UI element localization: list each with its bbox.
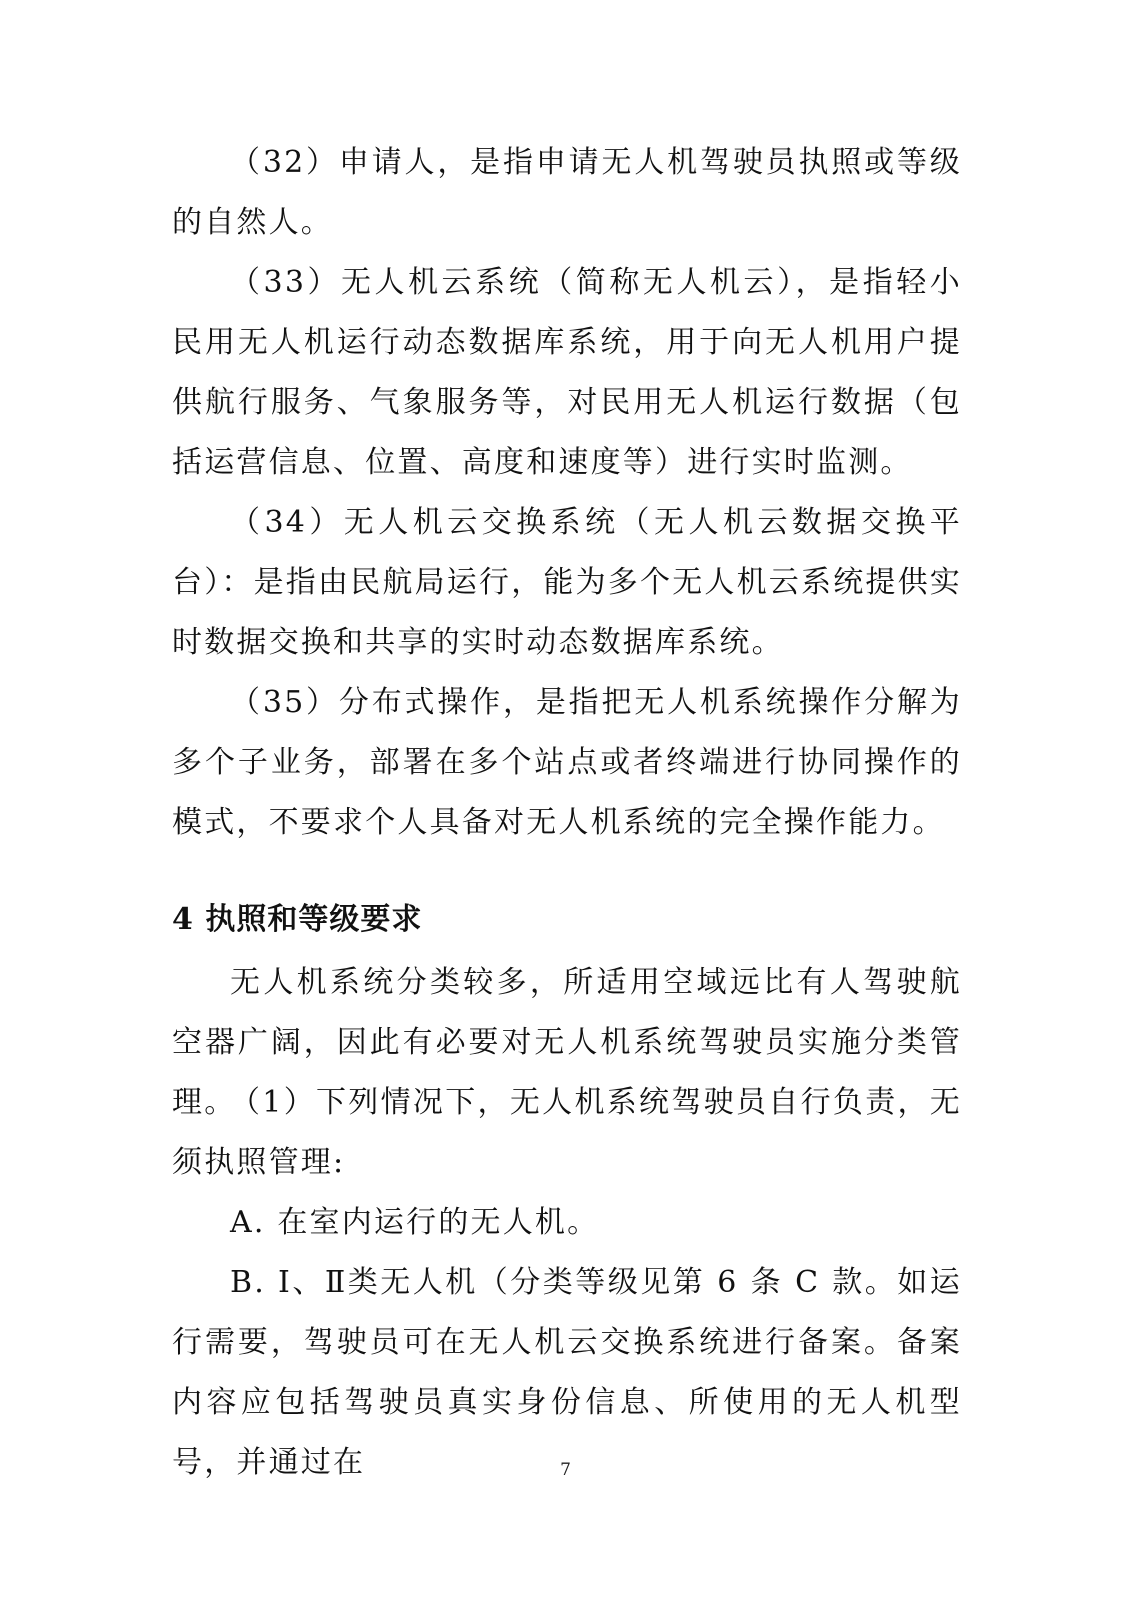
paragraph-33-uav-cloud-system: （33）无人机云系统（简称无人机云），是指轻小民用无人机运行动态数据库系统，用于向无人机用户提供航行服务、气象服务等，对民用无人机运行数据（包括运营信息、位置、高度和速度等）进行实时监测。 (172, 265, 962, 480)
paragraph-32-applicant: （32）申请人，是指申请无人机驾驶员执照或等级的自然人。 (172, 145, 962, 240)
section-4-item-1: （1）下列情况下，无人机系统驾驶员自行负责，无须执照管理: (172, 1085, 962, 1180)
section-4-heading: 4 执照和等级要求 (172, 902, 423, 937)
page-number: 7 (560, 1460, 571, 1480)
section-4-item-a: A. 在室内运行的无人机。 (230, 1205, 600, 1240)
paragraph-35-distributed-operation: （35）分布式操作，是指把无人机系统操作分解为多个子业务，部署在多个站点或者终端进行协同操作的模式，不要求个人具备对无人机系统的完全操作能力。 (172, 685, 962, 840)
section-4-item-b: B. Ⅰ、Ⅱ类无人机（分类等级见第 6 条 C 款。如运行需要，驾驶员可在无人机云交换系统进行备案。备案内容应包括驾驶员真实身份信息、所使用的无人机型号，并通过在 (172, 1265, 962, 1480)
section-4-intro-paragraph: 无人机系统分类较多，所适用空域远比有人驾驶航空器广阔，因此有必要对无人机系统驾驶员实施分类管理。 (172, 965, 962, 1120)
paragraph-34-uav-cloud-exchange: （34）无人机云交换系统（无人机云数据交换平台）：是指由民航局运行，能为多个无人机云系统提供实时数据交换和共享的实时动态数据库系统。 (172, 505, 962, 660)
